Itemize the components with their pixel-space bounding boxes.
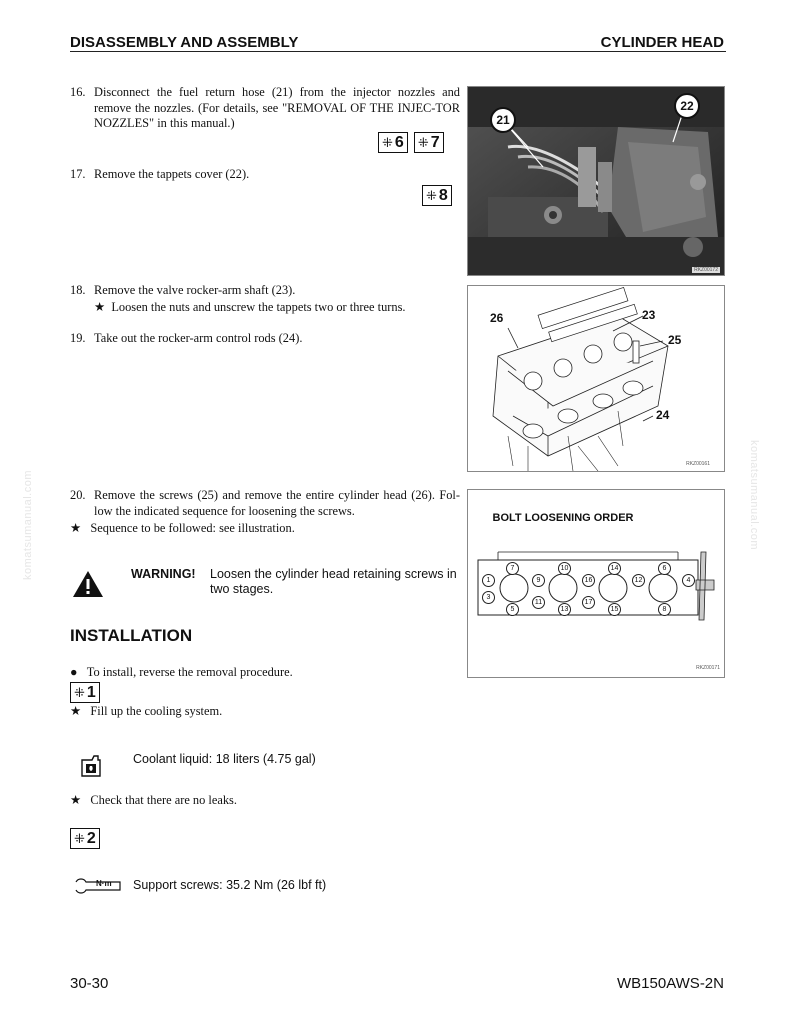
figure-code: RKZ00161 — [686, 461, 710, 467]
installation-heading: INSTALLATION — [70, 626, 193, 645]
bolt-bot-17: 17 — [582, 596, 595, 609]
step-number: 16. — [70, 85, 86, 99]
callout-25: 25 — [668, 333, 682, 347]
torque-wrench-icon — [74, 876, 122, 894]
coolant-spec: Coolant liquid: 18 liters (4.75 gal) — [133, 752, 316, 766]
engine-photo — [467, 86, 725, 276]
step-text: Disconnect the fuel return hose (21) from the injector nozzles and remove the nozzles. (For details, see "REMOVAL OF THE INJEC-TOR NOZZLES" in this manual.) — [94, 85, 460, 130]
install-item-3: ★ Check that there are no leaks. — [70, 793, 237, 807]
figure-code: RKZ00171 — [696, 665, 720, 671]
watermark-left: komatsumanual.com — [22, 470, 34, 580]
step-text: Remove the screws (25) and remove the entire cylinder head (26). Fol-low the indicated sequence for loosening the screws. — [94, 488, 460, 518]
bolt-mid-16: 16 — [582, 574, 595, 587]
chapter-title: CYLINDER HEAD — [600, 34, 724, 51]
callout-26: 26 — [490, 311, 504, 325]
reference-box: ⁜ 1 — [70, 682, 100, 703]
cylinder-head-illustration — [468, 286, 724, 471]
reference-box: ⁜ 2 — [70, 828, 100, 849]
install-item-2: ★ Fill up the cooling system. — [70, 704, 223, 718]
bolt-top-7: 7 — [506, 562, 519, 575]
bolt-bot-13: 13 — [558, 603, 571, 616]
bolt-top-10: 10 — [558, 562, 571, 575]
callout-22: 22 — [674, 93, 700, 119]
bolt-mid-9: 9 — [532, 574, 545, 587]
step-19 — [70, 331, 460, 347]
warning-icon — [72, 570, 104, 603]
header-rule — [70, 51, 726, 52]
section-title: DISASSEMBLY AND ASSEMBLY — [70, 34, 299, 51]
step-18 — [70, 283, 460, 299]
step-20 — [70, 488, 460, 519]
callout-24: 24 — [656, 408, 670, 422]
bolt-mid-4: 4 — [682, 574, 695, 587]
callout-23: 23 — [642, 308, 656, 322]
bolt-bot-15: 15 — [608, 603, 621, 616]
step-number: 20. — [70, 488, 86, 502]
step-text: Remove the tappets cover (22). — [94, 167, 250, 181]
reference-symbol-icon: ⁜ — [74, 684, 85, 700]
bolt-bot-8: 8 — [658, 603, 671, 616]
reference-symbol-icon: ⁜ — [426, 187, 437, 203]
bolt-loosening-diagram — [467, 489, 725, 678]
reference-symbol-icon: ⁜ — [417, 134, 429, 150]
bolt-top-14: 14 — [608, 562, 621, 575]
bolt-top-6: 6 — [658, 562, 671, 575]
coolant-icon — [78, 752, 104, 783]
torque-spec: Support screws: 35.2 Nm (26 lbf ft) — [133, 878, 327, 892]
figure-code: RKZ00172 — [694, 267, 718, 273]
cylinder-head-drawing — [467, 285, 725, 472]
bolt-mid-1: 1 — [482, 574, 495, 587]
bolt-mid-12: 12 — [632, 574, 645, 587]
star-icon: ★ — [70, 704, 82, 718]
reference-group-install-2 — [70, 828, 100, 849]
step-text: Take out the rocker-arm control rods (24). — [94, 331, 303, 345]
step-17 — [70, 167, 460, 183]
reference-box: ⁜ 8 — [422, 185, 452, 206]
step-number: 17. — [70, 167, 86, 181]
bullet-icon: ● — [70, 665, 78, 679]
step-number: 19. — [70, 331, 86, 345]
bolt-bot-11: 11 — [532, 596, 545, 609]
warning-text: Loosen the cylinder head retaining screws in two stages. — [210, 567, 457, 596]
star-icon: ★ — [70, 521, 82, 535]
bolt-bot-5: 5 — [506, 603, 519, 616]
reference-symbol-icon: ⁜ — [74, 830, 85, 846]
star-icon: ★ — [94, 300, 106, 314]
star-icon: ★ — [70, 793, 82, 807]
step-18-note: ★ Loosen the nuts and unscrew the tappets two or three turns. — [94, 300, 406, 314]
warning-label: WARNING! — [131, 567, 196, 581]
reference-box: ⁜ 6 — [378, 132, 408, 153]
step-number: 18. — [70, 283, 86, 297]
reference-group-install-1 — [70, 682, 100, 703]
watermark-right: komatsumanual.com — [748, 440, 760, 550]
page-number: 30-30 — [70, 975, 109, 992]
callout-21: 21 — [490, 107, 516, 133]
reference-box: ⁜ 7 — [414, 132, 444, 153]
step-16 — [70, 85, 460, 132]
torque-icon-label: N·m — [96, 879, 112, 888]
diagram-title: BOLT LOOSENING ORDER — [492, 512, 634, 524]
reference-group-16 — [378, 132, 444, 153]
reference-symbol-icon: ⁜ — [382, 134, 393, 150]
install-item-1: ● To install, reverse the removal procedure. — [70, 665, 293, 679]
bolt-left-3: 3 — [482, 591, 495, 604]
step-text: Remove the valve rocker-arm shaft (23). — [94, 283, 296, 297]
model-number: WB150AWS-2N — [617, 975, 724, 992]
reference-group-17 — [422, 185, 452, 206]
step-20-note: ★ Sequence to be followed: see illustration. — [70, 521, 295, 535]
